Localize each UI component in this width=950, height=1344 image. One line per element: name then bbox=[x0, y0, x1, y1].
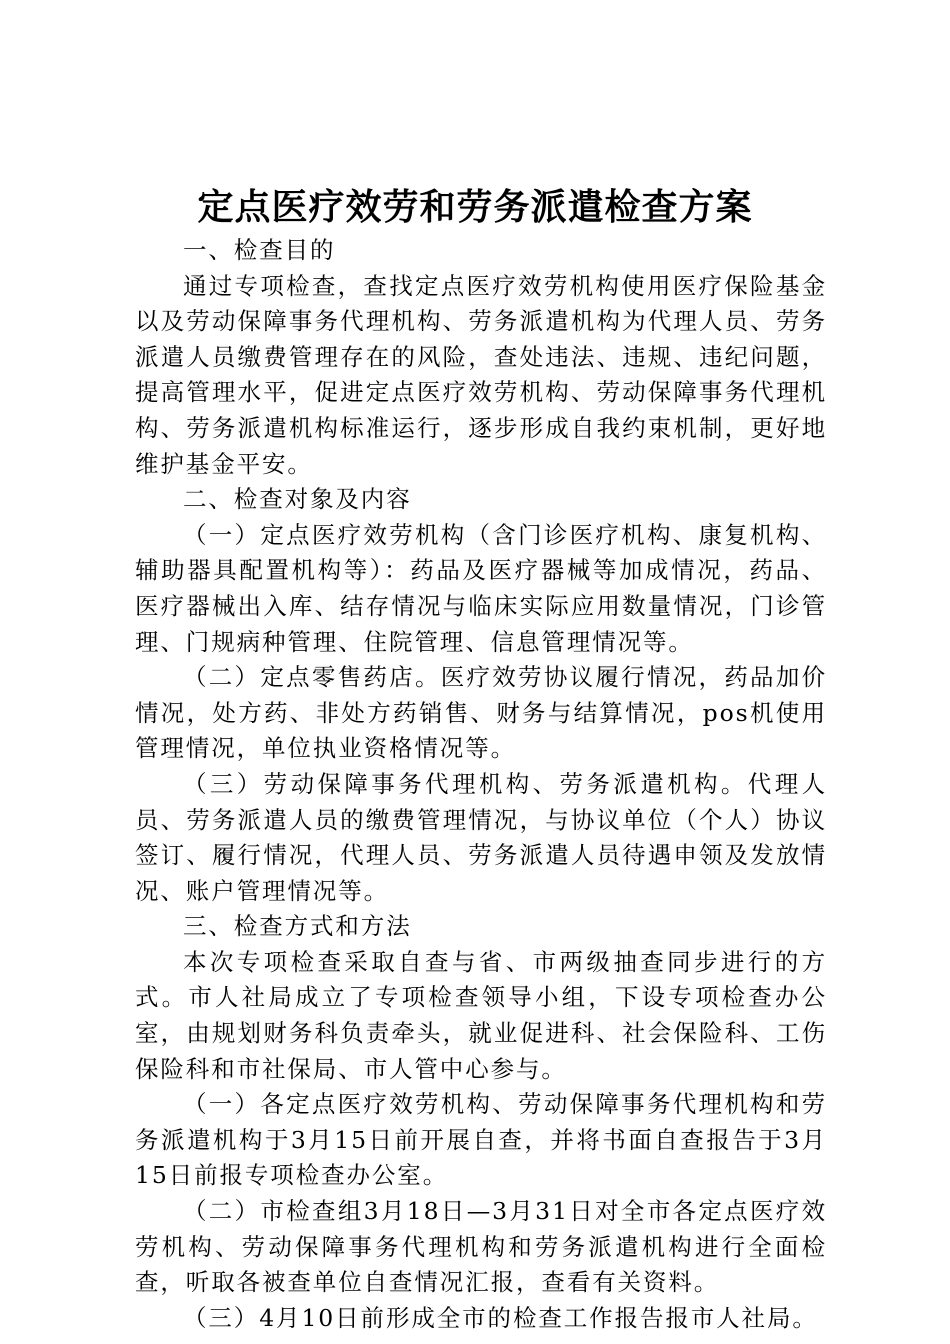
paragraph-method-2: （二）市检查组3月18日—3月31日对全市各定点医疗效劳机构、劳动保障事务代理机构和劳务派遣机构进行全面检查，听取各被查单位自查情况汇报，查看有关资料。 bbox=[135, 1197, 827, 1297]
paragraph-method: 本次专项检查采取自查与省、市两级抽查同步进行的方式。市人社局成立了专项检查领导小组，下设专项检查办公室，由规划财务科负责牵头，就业促进科、社会保险科、工伤保险科和市社保局、市人管中心参与。 bbox=[135, 947, 827, 1083]
paragraph-method-3: （三）4月10日前形成全市的检查工作报告报市人社局。 bbox=[183, 1303, 818, 1332]
heading-scope: 二、检查对象及内容 bbox=[183, 485, 412, 514]
document-title: 定点医疗效劳和劳务派遣检查方案 bbox=[197, 186, 753, 228]
heading-method: 三、检查方式和方法 bbox=[183, 912, 412, 941]
paragraph-method-1: （一）各定点医疗效劳机构、劳动保障事务代理机构和劳务派遣机构于3月15日前开展自查，并将书面自查报告于3月15日前报专项检查办公室。 bbox=[135, 1090, 827, 1190]
heading-purpose: 一、检查目的 bbox=[183, 236, 336, 264]
paragraph-scope-3: （三）劳动保障事务代理机构、劳务派遣机构。代理人员、劳务派遣人员的缴费管理情况，与协议单位（个人）协议签订、履行情况，代理人员、劳务派遣人员待遇申领及发放情况、账户管理情况等。 bbox=[135, 769, 827, 905]
paragraph-purpose: 通过专项检查，查找定点医疗效劳机构使用医疗保险基金以及劳动保障事务代理机构、劳务派遣机构为代理人员、劳务派遣人员缴费管理存在的风险，查处违法、违规、违纪问题，提高管理水平，促进定点医疗效劳机构、劳动保障事务代理机构、劳务派遣机构标准运行，逐步形成自我约束机制，更好地维护基金平安。 bbox=[135, 271, 827, 478]
document-body bbox=[135, 233, 827, 1336]
paragraph-scope-2: （二）定点零售药店。医疗效劳协议履行情况，药品加价情况，处方药、非处方药销售、财务与结算情况，pos机使用管理情况，单位执业资格情况等。 bbox=[135, 663, 827, 763]
paragraph-scope-1: （一）定点医疗效劳机构（含门诊医疗机构、康复机构、辅助器具配置机构等）：药品及医疗器械等加成情况，药品、医疗器械出入库、结存情况与临床实际应用数量情况，门诊管理、门规病种管理、住院管理、信息管理情况等。 bbox=[135, 520, 827, 656]
